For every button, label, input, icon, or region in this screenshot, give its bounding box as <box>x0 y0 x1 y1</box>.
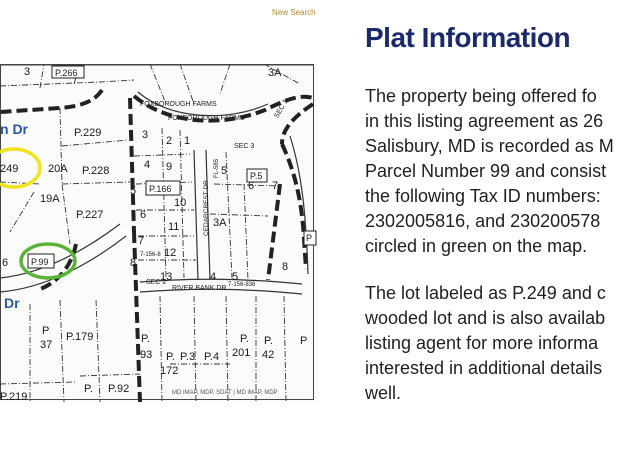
parcel-line-9 <box>134 154 190 156</box>
parcel-line-33 <box>80 374 140 376</box>
road-label: RIVER BANK DR <box>172 285 227 292</box>
parcel-line-4 <box>62 182 130 184</box>
parcel-label: P <box>42 325 50 337</box>
parcel-label: 6 <box>2 257 9 269</box>
parcel-label: 42 <box>262 349 275 361</box>
parcel-label: P.99 <box>31 257 49 267</box>
parcel-label: 201 <box>232 347 251 359</box>
parcel-label: P.228 <box>82 165 110 177</box>
page-title: Plat Information <box>365 22 571 53</box>
text-line: wooded lot and is also availab <box>365 308 606 328</box>
parcel-line-18 <box>244 184 248 280</box>
parcel-line-29 <box>226 296 228 402</box>
parcel-label: P.227 <box>76 209 104 221</box>
parcel-line-6 <box>10 192 34 232</box>
parcel-label: 93 <box>140 349 153 361</box>
plat-map-drawing <box>0 64 318 402</box>
text-line: the following Tax ID numbers: <box>365 186 601 206</box>
parcel-label: P. <box>141 333 150 345</box>
parcel-line-27 <box>160 296 162 402</box>
parcel-label: P.3 <box>180 351 196 363</box>
parcel-label: 4 <box>144 159 151 171</box>
parcel-label-group <box>0 66 312 402</box>
parcel-label: 7 <box>272 180 279 192</box>
map-small-text: FL-585 <box>214 158 220 178</box>
parcel-line-21 <box>220 64 230 94</box>
road-name-label: Dr <box>4 295 20 311</box>
boundary-inner-right <box>268 184 280 280</box>
parcel-label: 1 <box>184 135 191 147</box>
parcel-label: 13 <box>160 271 173 283</box>
parcel-label: 19A <box>40 193 60 205</box>
parcel-label: 8 <box>282 261 289 273</box>
parcel-line-32 <box>0 382 76 384</box>
text-line: well. <box>365 383 402 403</box>
parcel-label: P. <box>264 335 273 347</box>
road-label: FOXBOROUGH FARMS <box>168 115 245 122</box>
parcel-label: P.179 <box>66 331 94 343</box>
parcel-label: 12 <box>164 247 177 259</box>
plat-description <box>365 84 640 460</box>
parcel-label: 2 <box>166 135 173 147</box>
parcel-label: P. <box>84 383 93 395</box>
plat-map <box>0 64 318 402</box>
text-line: The property being offered fo <box>365 86 597 106</box>
parcel-line-20 <box>150 64 166 104</box>
road-label: FOXBOROUGH FARMS <box>140 101 217 108</box>
parcel-label: P.166 <box>149 184 172 194</box>
parcel-label: 3 <box>24 66 31 78</box>
parcel-line-23 <box>180 64 194 104</box>
parcel-label: P.229 <box>74 127 102 139</box>
text-line: 2302005816, and 230200578 <box>365 211 601 231</box>
map-small-text: 7-156-8 <box>140 252 161 258</box>
map-attribution: MD IMAP, MDP, SDAT | MD iMAP, MDP <box>172 390 278 396</box>
parcel-label: 6 <box>140 209 147 221</box>
parcel-label: 249 <box>0 163 19 175</box>
boundary-right <box>282 144 306 269</box>
parcel-line-28 <box>194 296 196 402</box>
parcel-label: 20A <box>48 163 68 175</box>
parcel-label: 172 <box>160 365 179 377</box>
road-south-left-2 <box>0 236 126 292</box>
parcel-label: 7 <box>138 235 145 247</box>
parcel-line-8 <box>40 64 44 88</box>
parcel-label: P.4 <box>204 351 220 363</box>
parcel-label: 5 <box>232 271 239 283</box>
parcel-label: 3A <box>213 217 227 229</box>
road-cedarcrest-1 <box>194 150 198 280</box>
text-line: The lot labeled as P.249 and c <box>365 283 606 303</box>
parcel-label: P.5 <box>250 171 263 181</box>
map-small-text: 7-156-836 <box>228 282 256 288</box>
parcel-label: 4 <box>210 271 217 283</box>
parcel-label: 8 <box>130 257 137 269</box>
parcel-label: 37 <box>40 339 53 351</box>
paragraph-wooded-lot <box>365 281 640 406</box>
text-line: in this listing agreement as 26 <box>365 111 604 131</box>
parcel-label: P. <box>166 351 175 363</box>
parcel-line-3 <box>62 140 128 146</box>
road-name-label: n Dr <box>0 121 28 137</box>
text-line: Salisbury, MD is recorded as M <box>365 136 614 156</box>
road-label: CEDARCREST DR <box>203 180 210 236</box>
parcel-line-24 <box>60 300 64 402</box>
parcel-label: 5 <box>221 165 228 177</box>
text-line: circled in green on the map. <box>365 236 588 256</box>
boundary-right-top <box>282 104 313 144</box>
road-label: SEC 1 <box>273 98 290 120</box>
road-label: SEC 3 <box>234 143 255 150</box>
parcel-label: P.266 <box>55 68 78 78</box>
parcel-label: 6 <box>248 180 255 192</box>
road-south-left-1 <box>0 224 120 278</box>
parcel-line-19 <box>214 184 280 186</box>
parcel-label: P. <box>240 333 249 345</box>
parcel-label: P.219 <box>0 391 28 402</box>
parcel-line-26 <box>96 300 100 402</box>
boundary-upper-left <box>0 90 102 112</box>
text-line: interested in additional details <box>365 358 603 378</box>
parcel-label: 10 <box>174 197 187 209</box>
parcel-label: 3 <box>142 129 149 141</box>
parcel-label: P <box>300 335 308 347</box>
parcel-label: 11 <box>168 221 180 233</box>
parcel-label: P <box>306 233 313 243</box>
paragraph-property <box>365 84 640 259</box>
parcel-line-2 <box>60 108 70 244</box>
parcel-line-1 <box>0 80 134 86</box>
boundary-west-lots <box>130 98 137 232</box>
parcel-label: P.92 <box>108 383 130 395</box>
parcel-label: 9 <box>166 161 173 173</box>
text-line: Parcel Number 99 and consist <box>365 161 607 181</box>
parcel-line-16 <box>210 214 268 216</box>
parcel-label: 5 <box>130 185 137 197</box>
new-search-link[interactable]: New Search <box>272 8 316 17</box>
parcel-label: 3A <box>268 67 282 79</box>
text-line: listing agent for more informa <box>365 333 599 353</box>
road-label: SEC 2 <box>146 279 167 286</box>
parcel-line-31 <box>284 296 286 402</box>
